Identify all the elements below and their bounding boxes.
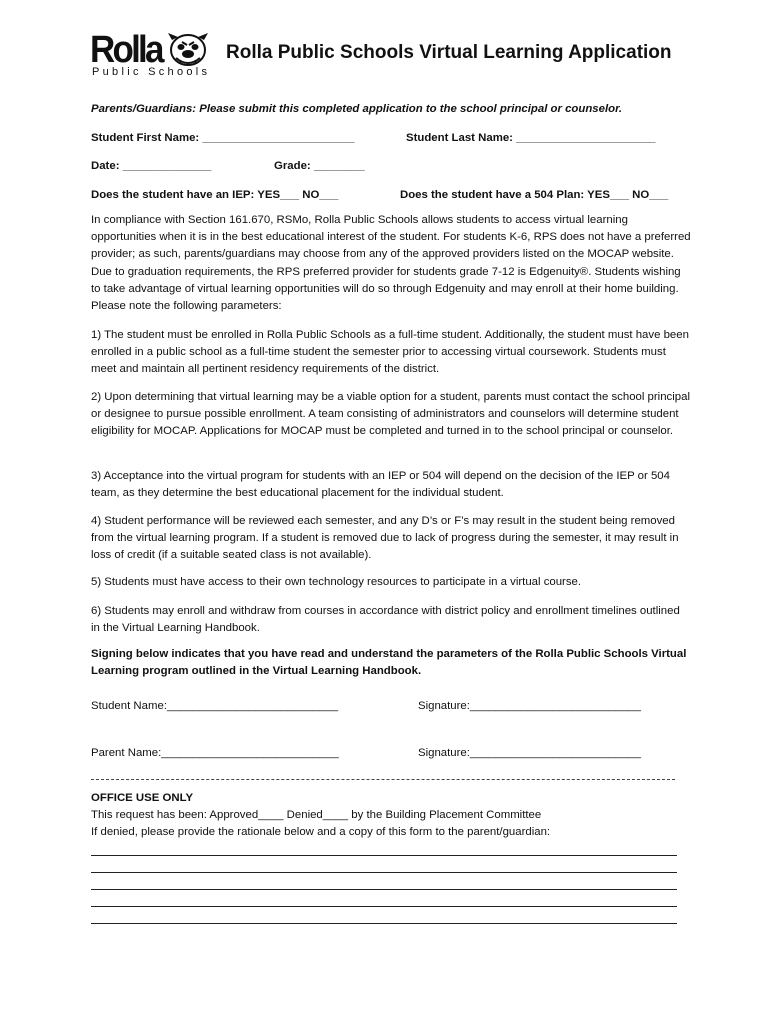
office-use-heading: OFFICE USE ONLY	[91, 792, 194, 804]
office-status-line[interactable]: This request has been: Approved____ Denied____ by the Building Placement Committee	[91, 809, 542, 821]
parent-name-line[interactable]: Parent Name:____________________________	[91, 747, 339, 759]
bulldog-mascot-icon	[166, 30, 210, 68]
parameter-6: 6) Students may enroll and withdraw from courses in accordance with district policy and enrollment timelines outlined in the Virtual Learning Handbook.	[91, 605, 680, 635]
acknowledgement-statement: Signing below indicates that you have read and understand the parameters of the Rolla Public Schools Virtual Learning program outlined in the Virtual Learning Handbook.	[91, 648, 687, 678]
page-title: Rolla Public Schools Virtual Learning Application	[226, 42, 672, 63]
parameter-2: 2) Upon determining that virtual learning may be a viable option for a student, parents must contact the school principal or designee to pursue possible enrollment. A team consisting of administrators and counselors will determine student eligibility for MOCAP. Applications for MOCAP must be completed and turned in to the school principal or counselor.	[91, 391, 690, 438]
parent-signature-line[interactable]: Signature:___________________________	[418, 747, 641, 759]
student-first-name-field[interactable]: Student First Name: ________________________	[91, 132, 355, 144]
grade-field[interactable]: Grade: ________	[274, 160, 365, 172]
student-signature-line[interactable]: Signature:___________________________	[418, 700, 641, 712]
logo-wordmark: Rolla	[90, 29, 162, 71]
logo-subtext: Public Schools	[92, 66, 211, 78]
parameter-5: 5) Students must have access to their own technology resources to participate in a virtual course.	[91, 576, 582, 588]
iep-question[interactable]: Does the student have an IEP: YES___ NO___	[91, 189, 339, 201]
parameter-4: 4) Student performance will be reviewed each semester, and any D’s or F’s may result in the student being removed from the virtual learning program. If a student is removed due to lack of progress during the semester, it may result in loss of credit (if a suitable seated class is not available).	[91, 515, 679, 562]
rationale-line[interactable]	[91, 889, 677, 890]
rationale-line[interactable]	[91, 923, 677, 924]
student-name-line[interactable]: Student Name:___________________________	[91, 700, 339, 712]
plan-504-question[interactable]: Does the student have a 504 Plan: YES___ NO___	[400, 189, 669, 201]
intro-paragraph: In compliance with Section 161.670, RSMo, Rolla Public Schools allows students to access virtual learning opportunities when it is in the best educational interest of the student. For students K-6, RPS does not have a preferred provider; as such, parents/guardians may choose from any of the approved providers listed on the MOCAP website. Due to graduation requirements, the RPS preferred provider for students grade 7-12 is Edgenuity®. Students wishing to take advantage of virtual learning opportunities will do so through Edgenuity and may enroll at their home building. Please note the following parameters:	[91, 214, 691, 313]
date-field[interactable]: Date: ______________	[91, 160, 212, 172]
instructions: Parents/Guardians: Please submit this completed application to the school principal or counselor.	[91, 103, 623, 115]
parameter-1: 1) The student must be enrolled in Rolla Public Schools as a full-time student. Additionally, the student must have been enrolled in a public school as a full-time student the semester prior to accessing virtual coursework. Students must meet and maintain all pertinent residency requirements of the district.	[91, 329, 689, 376]
office-divider	[91, 779, 675, 780]
rolla-logo	[90, 30, 212, 82]
rationale-line[interactable]	[91, 906, 677, 907]
rationale-line[interactable]	[91, 855, 677, 856]
student-last-name-field[interactable]: Student Last Name: ______________________	[406, 132, 656, 144]
rationale-line[interactable]	[91, 872, 677, 873]
office-rationale-instructions: If denied, please provide the rationale below and a copy of this form to the parent/guardian:	[91, 826, 551, 838]
parameter-3: 3) Acceptance into the virtual program for students with an IEP or 504 will depend on the decision of the IEP or 504 team, as they determine the best educational placement for the individual student.	[91, 470, 670, 500]
